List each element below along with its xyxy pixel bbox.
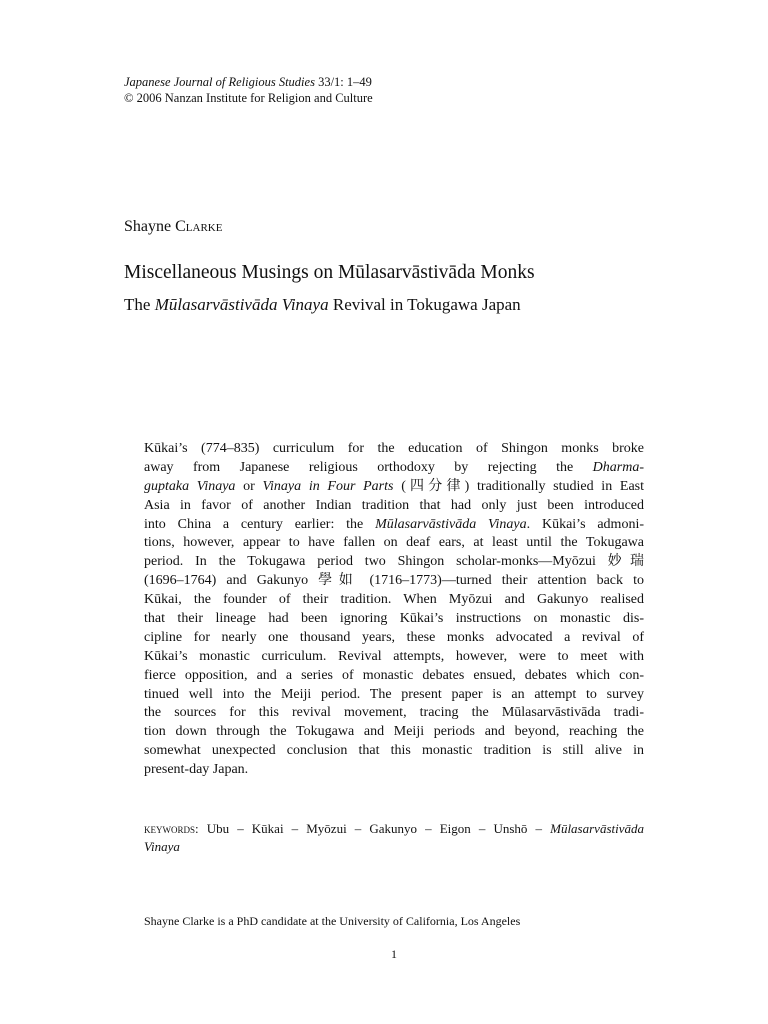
abstract-line: (1696–1764) and Gakunyo 學如 (1716–1773)—turned their attention back to xyxy=(144,573,644,589)
abstract-text: or xyxy=(235,478,263,494)
author-last-name: Clarke xyxy=(175,218,223,235)
abstract-line: Kūkai, the founder of their tradition. When Myōzui and Gakunyo realised xyxy=(144,592,644,608)
abstract-line: fierce opposition, and a series of monastic debates ensued, debates which con- xyxy=(144,667,644,683)
abstract-italic: Dharma- xyxy=(592,459,644,475)
abstract-text: into China a century earlier: the xyxy=(144,516,376,532)
keywords xyxy=(144,820,644,856)
abstract-line: somewhat unexpected conclusion that this monastic tradition is still alive in xyxy=(144,743,644,759)
subtitle-prefix: The xyxy=(124,295,155,314)
abstract-italic: Vinaya in Four Parts xyxy=(262,478,394,494)
abstract-text: . Kūkai’s admoni- xyxy=(526,516,644,532)
keywords-line xyxy=(144,820,644,838)
abstract-line xyxy=(144,516,644,535)
abstract-line: Kūkai’s (774–835) curriculum for the education of Shingon monks broke xyxy=(144,441,644,456)
abstract-line xyxy=(144,459,644,478)
keywords-label: keywords: xyxy=(144,821,199,836)
abstract-line: tion down through the Tokugawa and Meiji periods and beyond, reaching the xyxy=(144,724,644,740)
journal-header xyxy=(124,74,373,106)
journal-citation xyxy=(124,74,373,90)
subtitle-italic: Mūlasarvāstivāda Vinaya xyxy=(154,295,329,314)
abstract xyxy=(144,440,644,780)
keywords-line xyxy=(144,838,644,856)
abstract-italic: Mūlasarvāstivāda Vinaya xyxy=(375,516,527,532)
abstract-line: Asia in favor of another Indian tradition that had only just been introduced xyxy=(144,497,644,513)
keywords-italic: Mūlasarvāstivāda xyxy=(550,821,644,836)
journal-issue: 33/1: 1–49 xyxy=(314,75,372,89)
keywords-list: Ubu – Kūkai – Myōzui – Gakunyo – Eigon – Unshō – xyxy=(198,821,551,836)
abstract-text: away from Japanese religious orthodoxy by rejecting the xyxy=(144,459,593,475)
article-title: Miscellaneous Musings on Mūlasarvāstivāda Monks xyxy=(124,262,535,283)
author-name xyxy=(124,217,222,237)
abstract-line: that their lineage had been ignoring Kūkai’s instructions on monastic dis- xyxy=(144,611,644,627)
author-first-name: Shayne xyxy=(124,218,176,235)
abstract-line: the sources for this revival movement, tracing the Mūlasarvāstivāda tradi- xyxy=(144,705,644,721)
abstract-line: present-day Japan. xyxy=(144,762,249,778)
article-subtitle xyxy=(124,294,521,316)
keywords-italic: Vinaya xyxy=(144,839,180,854)
copyright-line: © 2006 Nanzan Institute for Religion and Culture xyxy=(124,91,373,105)
abstract-line: tions, however, appear to have fallen on deaf ears, at least until the Tokugawa xyxy=(144,535,644,551)
journal-name: Japanese Journal of Religious Studies xyxy=(124,75,315,89)
abstract-line: period. In the Tokugawa period two Shingon scholar-monks—Myōzui 妙瑞 xyxy=(144,554,644,570)
abstract-text: (四分律) traditionally studied in East xyxy=(393,478,645,494)
subtitle-suffix: Revival in Tokugawa Japan xyxy=(328,295,521,314)
page-number: 1 xyxy=(391,947,397,961)
abstract-line: tinued well into the Meiji period. The present paper is an attempt to survey xyxy=(144,686,644,702)
abstract-italic: guptaka Vinaya xyxy=(144,478,236,494)
abstract-line: Kūkai’s monastic curriculum. Revival attempts, however, were to meet with xyxy=(144,648,644,664)
abstract-line: cipline for nearly one thousand years, these monks advocated a revival of xyxy=(144,629,644,645)
author-affiliation-note: Shayne Clarke is a PhD candidate at the University of California, Los Angeles xyxy=(144,914,521,928)
abstract-line xyxy=(144,478,644,497)
